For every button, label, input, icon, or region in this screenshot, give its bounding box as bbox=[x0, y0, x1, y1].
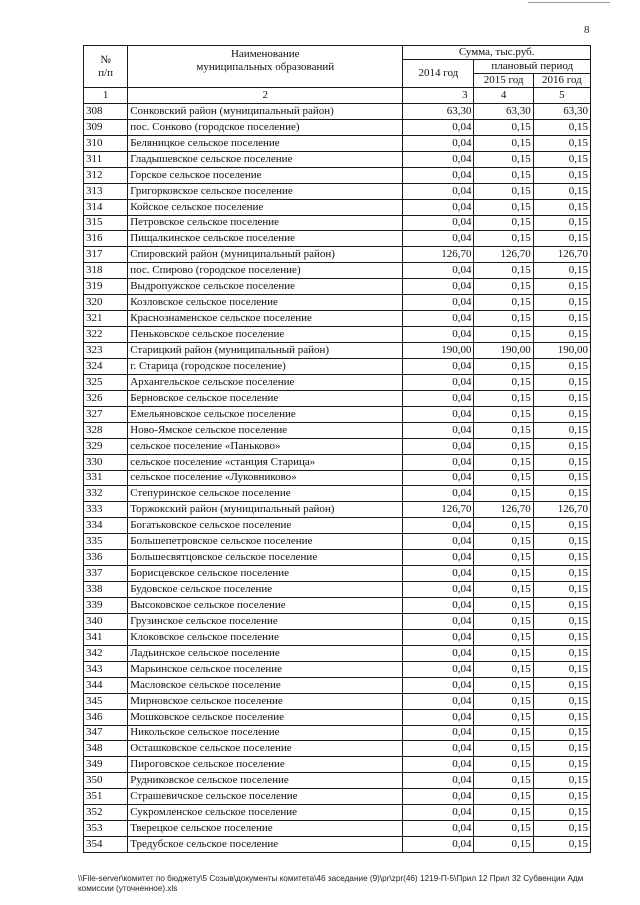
row-number: 309 bbox=[84, 119, 128, 135]
value-2016: 0,15 bbox=[533, 135, 590, 151]
value-2016: 0,15 bbox=[533, 390, 590, 406]
municipality-name: Тверецкое сельское поселение bbox=[128, 821, 403, 837]
table-row bbox=[84, 773, 591, 789]
column-number: 5 bbox=[533, 88, 590, 104]
municipality-name: пос. Сонково (городское поселение) bbox=[128, 119, 403, 135]
table-row bbox=[84, 821, 591, 837]
column-number: 1 bbox=[84, 88, 128, 104]
value-2016: 0,15 bbox=[533, 454, 590, 470]
value-2014: 0,04 bbox=[403, 390, 474, 406]
value-2016: 0,15 bbox=[533, 805, 590, 821]
row-number: 330 bbox=[84, 454, 128, 470]
table-row bbox=[84, 582, 591, 598]
value-2016: 126,70 bbox=[533, 502, 590, 518]
value-2014: 0,04 bbox=[403, 534, 474, 550]
table-row bbox=[84, 757, 591, 773]
row-number: 334 bbox=[84, 518, 128, 534]
municipality-name: Степуринское сельское поселение bbox=[128, 486, 403, 502]
value-2014: 0,04 bbox=[403, 645, 474, 661]
row-number: 314 bbox=[84, 199, 128, 215]
row-number: 324 bbox=[84, 358, 128, 374]
header-number: № п/п bbox=[84, 46, 128, 88]
value-2014: 0,04 bbox=[403, 215, 474, 231]
municipality-name: Архангельское сельское поселение bbox=[128, 374, 403, 390]
municipality-name: Клоковское сельское поселение bbox=[128, 629, 403, 645]
value-2014: 0,04 bbox=[403, 263, 474, 279]
value-2016: 0,15 bbox=[533, 837, 590, 853]
row-number: 344 bbox=[84, 677, 128, 693]
municipality-name: Пищалкинское сельское поселение bbox=[128, 231, 403, 247]
municipality-name: Пироговское сельское поселение bbox=[128, 757, 403, 773]
row-number: 318 bbox=[84, 263, 128, 279]
municipality-name: Беляницкое сельское поселение bbox=[128, 135, 403, 151]
value-2014: 0,04 bbox=[403, 566, 474, 582]
municipality-name: Ладьинское сельское поселение bbox=[128, 645, 403, 661]
value-2015: 0,15 bbox=[474, 805, 533, 821]
value-2014: 0,04 bbox=[403, 279, 474, 295]
value-2016: 0,15 bbox=[533, 263, 590, 279]
value-2015: 0,15 bbox=[474, 151, 533, 167]
municipality-name: Ново-Ямское сельское поселение bbox=[128, 422, 403, 438]
column-number: 4 bbox=[474, 88, 533, 104]
row-number: 327 bbox=[84, 406, 128, 422]
municipality-name: Масловское сельское поселение bbox=[128, 677, 403, 693]
value-2014: 0,04 bbox=[403, 358, 474, 374]
header-year-2015: 2015 год bbox=[474, 74, 533, 88]
value-2015: 0,15 bbox=[474, 629, 533, 645]
value-2015: 0,15 bbox=[474, 821, 533, 837]
value-2014: 0,04 bbox=[403, 693, 474, 709]
municipality-name: Большесвятцовское сельское поселение bbox=[128, 550, 403, 566]
value-2014: 126,70 bbox=[403, 502, 474, 518]
value-2014: 0,04 bbox=[403, 661, 474, 677]
value-2014: 0,04 bbox=[403, 757, 474, 773]
row-number: 317 bbox=[84, 247, 128, 263]
table-row bbox=[84, 295, 591, 311]
value-2016: 0,15 bbox=[533, 438, 590, 454]
municipality-name: Марьинское сельское поселение bbox=[128, 661, 403, 677]
value-2016: 0,15 bbox=[533, 151, 590, 167]
value-2015: 0,15 bbox=[474, 454, 533, 470]
value-2015: 190,00 bbox=[474, 343, 533, 359]
value-2015: 0,15 bbox=[474, 693, 533, 709]
value-2015: 0,15 bbox=[474, 119, 533, 135]
value-2015: 0,15 bbox=[474, 709, 533, 725]
municipality-name: Мошковское сельское поселение bbox=[128, 709, 403, 725]
municipality-name: Горское сельское поселение bbox=[128, 167, 403, 183]
row-number: 315 bbox=[84, 215, 128, 231]
row-number: 348 bbox=[84, 741, 128, 757]
municipality-name: Пеньковское сельское поселение bbox=[128, 327, 403, 343]
value-2016: 0,15 bbox=[533, 215, 590, 231]
value-2014: 0,04 bbox=[403, 119, 474, 135]
value-2015: 0,15 bbox=[474, 406, 533, 422]
value-2016: 0,15 bbox=[533, 741, 590, 757]
table-row bbox=[84, 167, 591, 183]
table-row bbox=[84, 183, 591, 199]
table-row bbox=[84, 103, 591, 119]
value-2015: 63,30 bbox=[474, 103, 533, 119]
table-row bbox=[84, 327, 591, 343]
value-2016: 0,15 bbox=[533, 518, 590, 534]
value-2016: 63,30 bbox=[533, 103, 590, 119]
row-number: 335 bbox=[84, 534, 128, 550]
value-2015: 0,15 bbox=[474, 518, 533, 534]
municipality-name: Грузинское сельское поселение bbox=[128, 613, 403, 629]
row-number: 353 bbox=[84, 821, 128, 837]
value-2014: 0,04 bbox=[403, 231, 474, 247]
value-2014: 0,04 bbox=[403, 486, 474, 502]
municipality-name: Будовское сельское поселение bbox=[128, 582, 403, 598]
page-number: 8 bbox=[584, 24, 590, 36]
municipality-name: пос. Спирово (городское поселение) bbox=[128, 263, 403, 279]
row-number: 321 bbox=[84, 311, 128, 327]
value-2015: 0,15 bbox=[474, 183, 533, 199]
value-2014: 0,04 bbox=[403, 311, 474, 327]
value-2014: 0,04 bbox=[403, 454, 474, 470]
row-number: 351 bbox=[84, 789, 128, 805]
table-row bbox=[84, 725, 591, 741]
row-number: 352 bbox=[84, 805, 128, 821]
value-2016: 0,15 bbox=[533, 358, 590, 374]
value-2016: 0,15 bbox=[533, 183, 590, 199]
table-row bbox=[84, 629, 591, 645]
value-2015: 0,15 bbox=[474, 374, 533, 390]
value-2014: 0,04 bbox=[403, 629, 474, 645]
value-2014: 0,04 bbox=[403, 406, 474, 422]
value-2016: 0,15 bbox=[533, 199, 590, 215]
value-2015: 0,15 bbox=[474, 598, 533, 614]
municipality-name: Тредубское сельское поселение bbox=[128, 837, 403, 853]
value-2016: 126,70 bbox=[533, 247, 590, 263]
table-row bbox=[84, 598, 591, 614]
table-row bbox=[84, 406, 591, 422]
value-2016: 0,15 bbox=[533, 470, 590, 486]
municipality-name: Высоковское сельское поселение bbox=[128, 598, 403, 614]
table-row bbox=[84, 422, 591, 438]
value-2014: 0,04 bbox=[403, 789, 474, 805]
value-2015: 0,15 bbox=[474, 470, 533, 486]
top-edge-rule bbox=[528, 2, 610, 3]
municipality-name: Гладышевское сельское поселение bbox=[128, 151, 403, 167]
municipality-name: Петровское сельское поселение bbox=[128, 215, 403, 231]
value-2016: 0,15 bbox=[533, 677, 590, 693]
row-number: 336 bbox=[84, 550, 128, 566]
table-row bbox=[84, 486, 591, 502]
value-2015: 0,15 bbox=[474, 677, 533, 693]
row-number: 310 bbox=[84, 135, 128, 151]
municipality-name: Мирновское сельское поселение bbox=[128, 693, 403, 709]
row-number: 343 bbox=[84, 661, 128, 677]
value-2016: 0,15 bbox=[533, 725, 590, 741]
row-number: 325 bbox=[84, 374, 128, 390]
value-2014: 0,04 bbox=[403, 773, 474, 789]
table-row bbox=[84, 374, 591, 390]
value-2016: 0,15 bbox=[533, 311, 590, 327]
municipality-name: Григорковское сельское поселение bbox=[128, 183, 403, 199]
table-row bbox=[84, 709, 591, 725]
table-row bbox=[84, 645, 591, 661]
table-row bbox=[84, 837, 591, 853]
value-2016: 0,15 bbox=[533, 231, 590, 247]
value-2015: 0,15 bbox=[474, 231, 533, 247]
row-number: 333 bbox=[84, 502, 128, 518]
row-number: 337 bbox=[84, 566, 128, 582]
value-2016: 0,15 bbox=[533, 629, 590, 645]
value-2016: 0,15 bbox=[533, 279, 590, 295]
value-2014: 0,04 bbox=[403, 837, 474, 853]
table-row bbox=[84, 390, 591, 406]
value-2014: 0,04 bbox=[403, 422, 474, 438]
row-number: 319 bbox=[84, 279, 128, 295]
value-2014: 0,04 bbox=[403, 550, 474, 566]
row-number: 322 bbox=[84, 327, 128, 343]
value-2015: 0,15 bbox=[474, 534, 533, 550]
row-number: 316 bbox=[84, 231, 128, 247]
table-row bbox=[84, 263, 591, 279]
value-2016: 0,15 bbox=[533, 486, 590, 502]
row-number: 328 bbox=[84, 422, 128, 438]
municipality-name: Козловское сельское поселение bbox=[128, 295, 403, 311]
table-row bbox=[84, 789, 591, 805]
row-number: 313 bbox=[84, 183, 128, 199]
row-number: 349 bbox=[84, 757, 128, 773]
table-row bbox=[84, 502, 591, 518]
value-2015: 0,15 bbox=[474, 167, 533, 183]
table-row bbox=[84, 215, 591, 231]
value-2014: 0,04 bbox=[403, 613, 474, 629]
table-row bbox=[84, 231, 591, 247]
value-2015: 0,15 bbox=[474, 295, 533, 311]
value-2016: 0,15 bbox=[533, 757, 590, 773]
value-2014: 0,04 bbox=[403, 741, 474, 757]
value-2015: 0,15 bbox=[474, 550, 533, 566]
value-2015: 0,15 bbox=[474, 661, 533, 677]
table-row bbox=[84, 135, 591, 151]
value-2016: 0,15 bbox=[533, 119, 590, 135]
table-row bbox=[84, 358, 591, 374]
header-planned-period: плановый период bbox=[474, 60, 591, 74]
value-2016: 0,15 bbox=[533, 374, 590, 390]
municipality-name: Краснознаменское сельское поселение bbox=[128, 311, 403, 327]
value-2014: 0,04 bbox=[403, 374, 474, 390]
header-year-2014: 2014 год bbox=[403, 60, 474, 88]
value-2015: 0,15 bbox=[474, 566, 533, 582]
value-2016: 0,15 bbox=[533, 693, 590, 709]
row-number: 329 bbox=[84, 438, 128, 454]
value-2014: 0,04 bbox=[403, 470, 474, 486]
value-2014: 0,04 bbox=[403, 805, 474, 821]
table-row bbox=[84, 343, 591, 359]
value-2015: 0,15 bbox=[474, 837, 533, 853]
value-2016: 0,15 bbox=[533, 406, 590, 422]
table-row bbox=[84, 534, 591, 550]
table-row bbox=[84, 677, 591, 693]
row-number: 323 bbox=[84, 343, 128, 359]
municipality-name: Сонковский район (муниципальный район) bbox=[128, 103, 403, 119]
value-2014: 0,04 bbox=[403, 598, 474, 614]
value-2014: 0,04 bbox=[403, 518, 474, 534]
value-2014: 63,30 bbox=[403, 103, 474, 119]
value-2016: 0,15 bbox=[533, 295, 590, 311]
value-2016: 0,15 bbox=[533, 773, 590, 789]
value-2014: 0,04 bbox=[403, 327, 474, 343]
value-2015: 0,15 bbox=[474, 741, 533, 757]
value-2014: 0,04 bbox=[403, 151, 474, 167]
value-2016: 0,15 bbox=[533, 709, 590, 725]
municipality-name: г. Старица (городское поселение) bbox=[128, 358, 403, 374]
table-row bbox=[84, 805, 591, 821]
municipality-name: сельское поселение «станция Старица» bbox=[128, 454, 403, 470]
municipality-name: Страшевичское сельское поселение bbox=[128, 789, 403, 805]
subvention-table bbox=[83, 45, 591, 853]
value-2014: 0,04 bbox=[403, 709, 474, 725]
table-row bbox=[84, 119, 591, 135]
value-2015: 0,15 bbox=[474, 199, 533, 215]
value-2016: 0,15 bbox=[533, 598, 590, 614]
table-row bbox=[84, 470, 591, 486]
value-2015: 0,15 bbox=[474, 438, 533, 454]
value-2014: 0,04 bbox=[403, 295, 474, 311]
row-number: 339 bbox=[84, 598, 128, 614]
municipality-name: сельское поселение «Паньково» bbox=[128, 438, 403, 454]
municipality-name: сельское поселение «Луковниково» bbox=[128, 470, 403, 486]
value-2015: 0,15 bbox=[474, 422, 533, 438]
row-number: 340 bbox=[84, 613, 128, 629]
municipality-name: Рудниковское сельское поселение bbox=[128, 773, 403, 789]
municipality-name: Торжокский район (муниципальный район) bbox=[128, 502, 403, 518]
value-2014: 0,04 bbox=[403, 677, 474, 693]
value-2014: 0,04 bbox=[403, 183, 474, 199]
value-2015: 0,15 bbox=[474, 279, 533, 295]
row-number: 341 bbox=[84, 629, 128, 645]
value-2015: 0,15 bbox=[474, 358, 533, 374]
header-municipality-name: Наименование муниципальных образований bbox=[128, 46, 403, 88]
value-2015: 0,15 bbox=[474, 645, 533, 661]
municipality-name: Никольское сельское поселение bbox=[128, 725, 403, 741]
value-2014: 0,04 bbox=[403, 167, 474, 183]
value-2015: 0,15 bbox=[474, 613, 533, 629]
value-2015: 0,15 bbox=[474, 135, 533, 151]
municipality-name: Старицкий район (муниципальный район) bbox=[128, 343, 403, 359]
table-row bbox=[84, 518, 591, 534]
table-row bbox=[84, 693, 591, 709]
municipality-name: Борисцевское сельское поселение bbox=[128, 566, 403, 582]
column-number: 3 bbox=[403, 88, 474, 104]
header-year-2016: 2016 год bbox=[533, 74, 590, 88]
row-number: 347 bbox=[84, 725, 128, 741]
value-2014: 0,04 bbox=[403, 821, 474, 837]
value-2016: 0,15 bbox=[533, 327, 590, 343]
value-2015: 0,15 bbox=[474, 311, 533, 327]
value-2016: 0,15 bbox=[533, 566, 590, 582]
value-2015: 0,15 bbox=[474, 486, 533, 502]
value-2014: 0,04 bbox=[403, 582, 474, 598]
value-2014: 126,70 bbox=[403, 247, 474, 263]
value-2016: 0,15 bbox=[533, 582, 590, 598]
value-2016: 0,15 bbox=[533, 613, 590, 629]
row-number: 331 bbox=[84, 470, 128, 486]
row-number: 342 bbox=[84, 645, 128, 661]
table-row bbox=[84, 550, 591, 566]
value-2016: 0,15 bbox=[533, 821, 590, 837]
value-2015: 0,15 bbox=[474, 789, 533, 805]
value-2015: 126,70 bbox=[474, 502, 533, 518]
row-number: 354 bbox=[84, 837, 128, 853]
table-row bbox=[84, 613, 591, 629]
value-2015: 0,15 bbox=[474, 327, 533, 343]
row-number: 308 bbox=[84, 103, 128, 119]
value-2016: 0,15 bbox=[533, 550, 590, 566]
value-2015: 0,15 bbox=[474, 582, 533, 598]
municipality-name: Емельяновское сельское поселение bbox=[128, 406, 403, 422]
table-row bbox=[84, 247, 591, 263]
value-2015: 126,70 bbox=[474, 247, 533, 263]
municipality-name: Спировский район (муниципальный район) bbox=[128, 247, 403, 263]
table-row bbox=[84, 279, 591, 295]
value-2016: 0,15 bbox=[533, 534, 590, 550]
table-row bbox=[84, 311, 591, 327]
table-body bbox=[84, 103, 591, 852]
value-2015: 0,15 bbox=[474, 773, 533, 789]
value-2015: 0,15 bbox=[474, 757, 533, 773]
row-number: 345 bbox=[84, 693, 128, 709]
table-row bbox=[84, 566, 591, 582]
municipality-name: Осташковское сельское поселение bbox=[128, 741, 403, 757]
value-2016: 0,15 bbox=[533, 167, 590, 183]
column-number: 2 bbox=[128, 88, 403, 104]
municipality-name: Богатьковское сельское поселение bbox=[128, 518, 403, 534]
table-row bbox=[84, 199, 591, 215]
municipality-name: Выдропужское сельское поселение bbox=[128, 279, 403, 295]
value-2016: 0,15 bbox=[533, 789, 590, 805]
value-2016: 0,15 bbox=[533, 422, 590, 438]
value-2015: 0,15 bbox=[474, 725, 533, 741]
table-row bbox=[84, 438, 591, 454]
value-2016: 0,15 bbox=[533, 661, 590, 677]
municipality-name: Сукромленское сельское поселение bbox=[128, 805, 403, 821]
table-row bbox=[84, 741, 591, 757]
row-number: 326 bbox=[84, 390, 128, 406]
value-2014: 0,04 bbox=[403, 438, 474, 454]
row-number: 312 bbox=[84, 167, 128, 183]
header-sum: Сумма, тыс.руб. bbox=[403, 46, 591, 60]
row-number: 311 bbox=[84, 151, 128, 167]
table-row bbox=[84, 661, 591, 677]
row-number: 338 bbox=[84, 582, 128, 598]
value-2014: 0,04 bbox=[403, 725, 474, 741]
value-2016: 190,00 bbox=[533, 343, 590, 359]
file-path-footer: \\File-server\комитет по бюджету\5 Созыв\документы комитета\46 заседание (9)\pr\zpr(46) 1219-П-5\Прил 12 Прил 32 Субвенции Адм комиссии (уточненное).xls bbox=[78, 874, 584, 893]
row-number: 346 bbox=[84, 709, 128, 725]
value-2014: 0,04 bbox=[403, 199, 474, 215]
row-number: 350 bbox=[84, 773, 128, 789]
municipality-name: Койское сельское поселение bbox=[128, 199, 403, 215]
municipality-name: Большепетровское сельское поселение bbox=[128, 534, 403, 550]
municipality-name: Берновское сельское поселение bbox=[128, 390, 403, 406]
table-row bbox=[84, 151, 591, 167]
table-row bbox=[84, 454, 591, 470]
row-number: 332 bbox=[84, 486, 128, 502]
value-2015: 0,15 bbox=[474, 263, 533, 279]
value-2014: 0,04 bbox=[403, 135, 474, 151]
value-2014: 190,00 bbox=[403, 343, 474, 359]
value-2016: 0,15 bbox=[533, 645, 590, 661]
row-number: 320 bbox=[84, 295, 128, 311]
value-2015: 0,15 bbox=[474, 215, 533, 231]
value-2015: 0,15 bbox=[474, 390, 533, 406]
